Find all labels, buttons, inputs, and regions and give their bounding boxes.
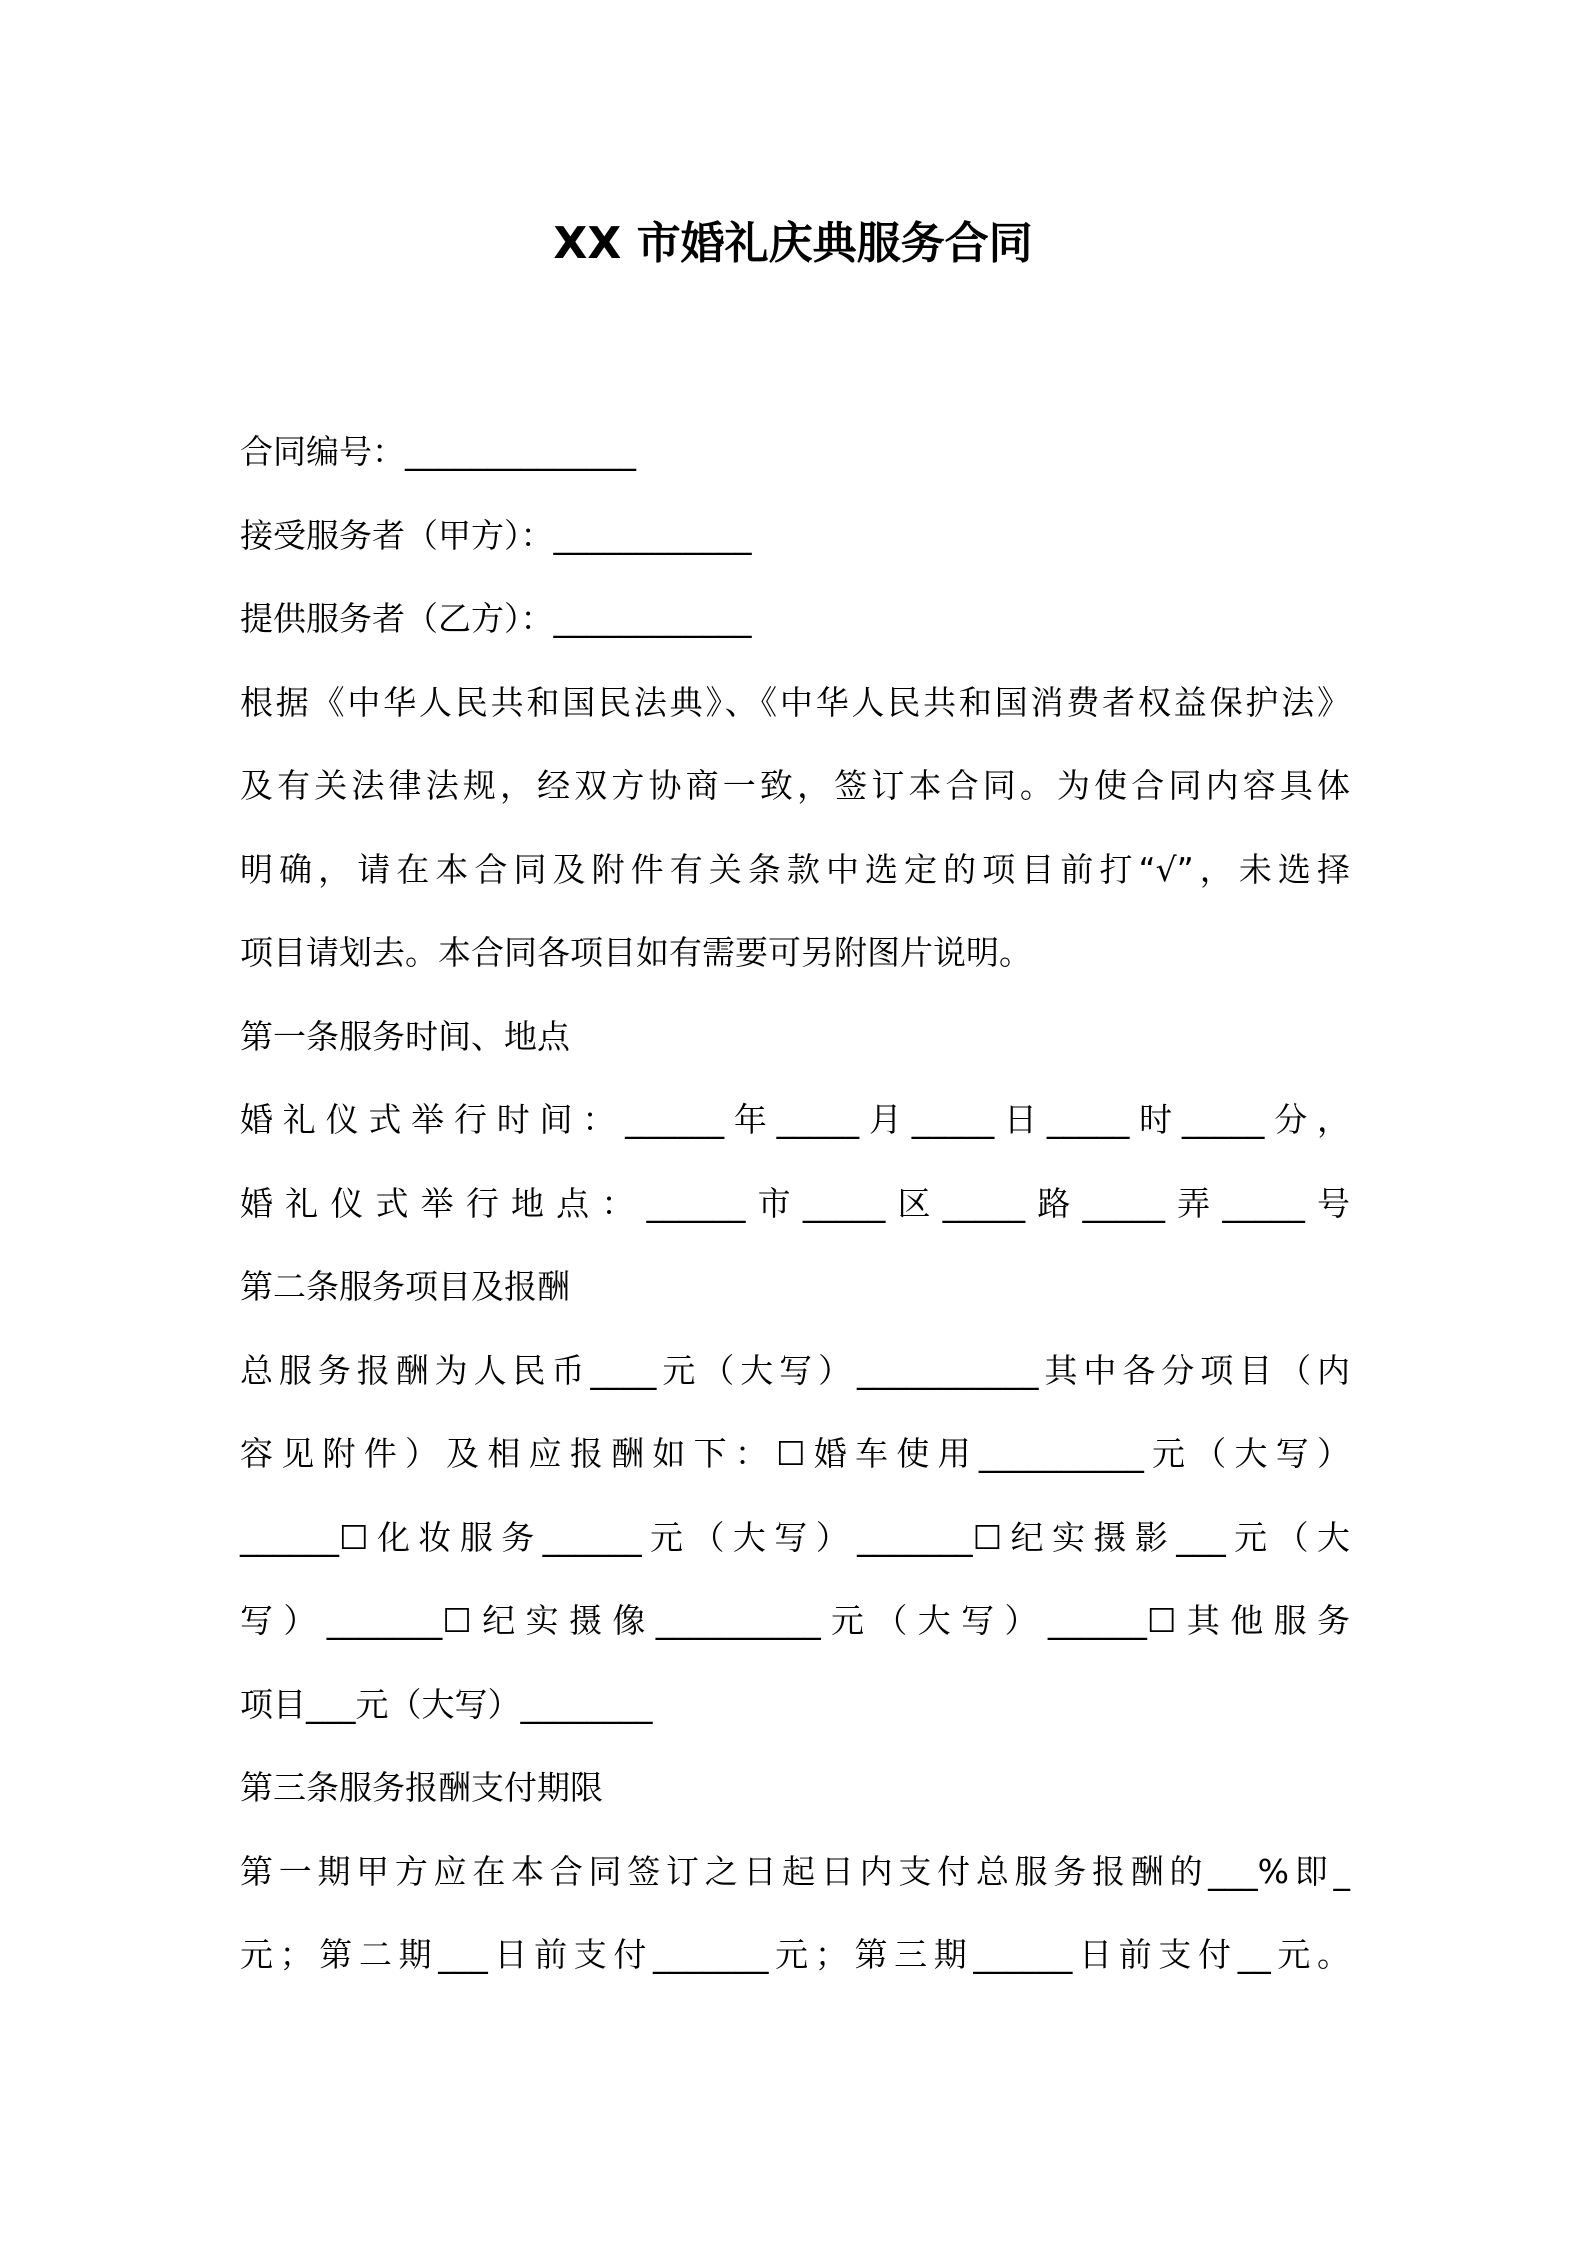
preamble-line-1: 根据《中华人民共和国民法典》、《中华人民共和国消费者权益保护法》 xyxy=(240,682,1350,722)
payment-line-1: 第一期甲方应在本合同签订之日起日内支付总服务报酬的___%即_ xyxy=(240,1851,1350,1891)
article-3-heading: 第三条服务报酬支付期限 xyxy=(240,1768,603,1807)
fee-line-1: 总服务报酬为人民币____元（大写）___________其中各分项目（内 xyxy=(240,1350,1350,1390)
ceremony-time-line: 婚礼仪式举行时间：______年_____月_____日_____时_____分， xyxy=(240,1100,1351,1139)
preamble-line-3: 明确，请在本合同及附件有关条款中选定的项目前打“√”，未选择 xyxy=(240,849,1350,889)
contract-body xyxy=(240,410,1350,1997)
party-a-line: 接受服务者（甲方）：____________ xyxy=(240,515,752,555)
preamble-line-2: 及有关法律法规，经双方协商一致，签订本合同。为使合同内容具体 xyxy=(240,766,1350,805)
payment-line-2: 元；第二期___日前支付_______元；第三期______日前支付__元。 xyxy=(240,1935,1350,1974)
article-2-heading: 第二条服务项目及报酬 xyxy=(240,1267,570,1306)
ceremony-location-line: 婚礼仪式举行地点：______市_____区_____路_____弄_____号 xyxy=(240,1183,1351,1223)
fee-line-3: ______☐化妆服务______元（大写）_______☐纪实摄影___元（大 xyxy=(240,1517,1350,1557)
fee-line-4: 写）_______☐纪实摄像__________元（大写）______☐其他服务 xyxy=(240,1601,1350,1640)
preamble-line-4: 项目请划去。本合同各项目如有需要可另附图片说明。 xyxy=(240,933,1032,972)
party-b-line: 提供服务者（乙方）：____________ xyxy=(240,599,752,638)
contract-number-line: 合同编号：______________ xyxy=(240,432,636,471)
fee-line-2: 容见附件）及相应报酬如下：☐婚车使用__________元（大写） xyxy=(240,1434,1350,1473)
fee-line-5: 项目___元（大写）________ xyxy=(240,1684,653,1724)
document-title: XX 市婚礼庆典服务合同 xyxy=(553,218,1033,269)
article-1-heading: 第一条服务时间、地点 xyxy=(240,1016,570,1056)
